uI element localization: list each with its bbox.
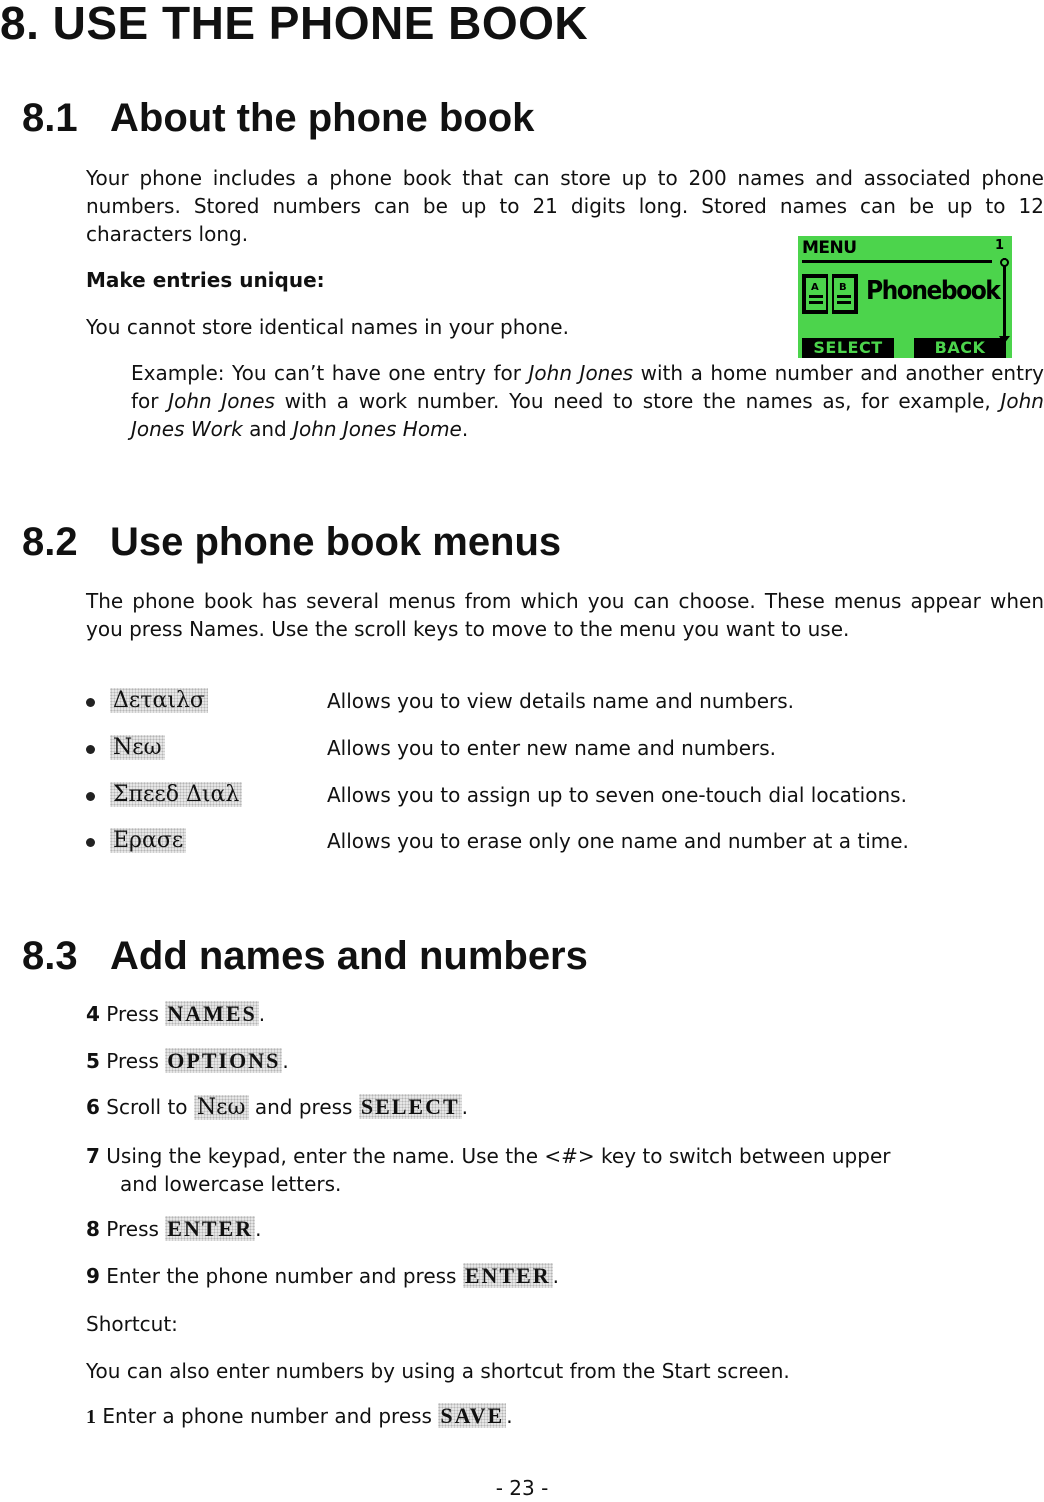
intro-paragraph: Your phone includes a phone book that can store up to 200 names and associated phone numbers. Stored numbers can be up to 21 digits long. Stored names can be up to 12 characters long. — [86, 166, 1044, 246]
page-indicator: 1 — [995, 238, 1005, 253]
section-number: 8.1 — [22, 96, 78, 140]
step-4 — [86, 1000, 265, 1028]
step-text: . — [258, 1002, 266, 1026]
list-item — [86, 735, 1044, 763]
bullet-icon — [86, 698, 95, 707]
bullet-icon — [86, 745, 95, 754]
select-key: SELECT — [360, 1094, 460, 1119]
step-number: 4 — [86, 1002, 100, 1026]
section-8-1-heading — [22, 96, 534, 141]
example-text: and — [242, 417, 294, 441]
list-item — [86, 688, 1044, 716]
example-name: John Jones — [528, 361, 634, 385]
names-key: NAMES — [167, 1001, 257, 1026]
step-text: . — [552, 1264, 559, 1288]
options-key: OPTIONS — [167, 1048, 281, 1073]
step-number: 8 — [86, 1217, 100, 1241]
step-1 — [86, 1402, 513, 1431]
menu-header: MENU — [802, 238, 857, 258]
step-text: . — [255, 1217, 262, 1241]
unique-heading: Make entries unique: — [86, 268, 325, 292]
save-key: SAVE — [440, 1403, 505, 1428]
header-underline — [802, 260, 992, 263]
svg-text:A: A — [811, 282, 819, 293]
step-number: 5 — [86, 1049, 100, 1073]
example-text: with a work number. You need to store the names as, for example, — [274, 389, 1001, 413]
svg-text:B: B — [839, 282, 847, 293]
step-9 — [86, 1262, 559, 1290]
step-number: 1 — [86, 1406, 96, 1428]
step-number: 7 — [86, 1144, 100, 1168]
step-number: 9 — [86, 1264, 100, 1288]
list-item — [86, 782, 1044, 810]
menu-description: Allows you to enter new name and numbers. — [327, 736, 777, 760]
scroll-bar-icon — [1003, 258, 1006, 342]
example-paragraph — [131, 359, 1044, 443]
back-softkey: BACK — [914, 338, 1006, 358]
menu-description: Allows you to erase only one name and number at a time. — [327, 829, 909, 853]
bullet-icon — [86, 792, 95, 801]
section-title: Add names and numbers — [110, 934, 588, 978]
example-name: John Jones Home — [293, 417, 462, 441]
bullet-icon — [86, 838, 95, 847]
enter-key: ENTER — [464, 1263, 551, 1288]
screen-title: Phonebook — [866, 276, 1000, 306]
list-item — [86, 828, 1044, 856]
step-text: Enter a phone number and press — [96, 1404, 439, 1428]
section-8-3-heading — [22, 934, 588, 979]
unique-text: You cannot store identical names in your phone. — [86, 315, 569, 339]
step-text: Press — [99, 1049, 166, 1073]
step-6 — [86, 1093, 468, 1122]
enter-key: ENTER — [167, 1216, 254, 1241]
example-text: Example: You can’t have one entry for — [131, 361, 529, 385]
step-5 — [86, 1047, 289, 1075]
menu-symbol: Ερασε — [110, 828, 186, 853]
step-text: . — [461, 1095, 469, 1119]
menu-symbol: Σπεεδ Διαλ — [110, 782, 242, 807]
select-softkey: SELECT — [802, 338, 894, 358]
example-name: John Jones Work — [131, 389, 1044, 441]
menu-symbol: Δεταιλσ — [110, 688, 208, 713]
step-text: and press — [248, 1095, 359, 1119]
step-text: and lowercase letters. — [120, 1172, 342, 1196]
menus-intro: The phone book has several menus from which you can choose. These menus appear when you press Names. Use the scroll keys to move to the menu you want to use. — [86, 589, 1044, 641]
step-text: Press — [99, 1002, 166, 1026]
chapter-title: 8. USE THE PHONE BOOK — [0, 0, 589, 49]
example-text: . — [461, 417, 469, 441]
section-title: About the phone book — [110, 96, 535, 140]
step-text: . — [282, 1049, 289, 1073]
phone-screen — [798, 236, 1012, 358]
section-number: 8.3 — [22, 934, 78, 978]
section-number: 8.2 — [22, 520, 78, 564]
new-symbol: Νεω — [194, 1095, 249, 1120]
shortcut-text: You can also enter numbers by using a shortcut from the Start screen. — [86, 1359, 790, 1383]
menu-symbol: Νεω — [110, 735, 165, 760]
step-text: Enter the phone number and press — [99, 1264, 463, 1288]
step-number: 6 — [86, 1095, 100, 1119]
step-text: . — [506, 1404, 513, 1428]
example-name: John Jones — [168, 389, 275, 413]
menu-description: Allows you to view details name and numbers. — [327, 689, 795, 713]
section-title: Use phone book menus — [110, 520, 562, 564]
phonebook-icon — [800, 270, 860, 318]
section-8-2-heading — [22, 520, 561, 565]
step-text: Scroll to — [99, 1095, 194, 1119]
shortcut-heading: Shortcut: — [86, 1312, 178, 1336]
step-8 — [86, 1215, 261, 1243]
step-7 — [86, 1142, 1044, 1198]
example-text: with a home number and another entry for — [131, 361, 1044, 413]
step-text: Press — [99, 1217, 166, 1241]
step-text: Using the keypad, enter the name. Use the <#> key to switch between upper — [99, 1144, 891, 1168]
page-number: - 23 - — [495, 1476, 549, 1500]
menu-description: Allows you to assign up to seven one-touch dial locations. — [327, 783, 907, 807]
